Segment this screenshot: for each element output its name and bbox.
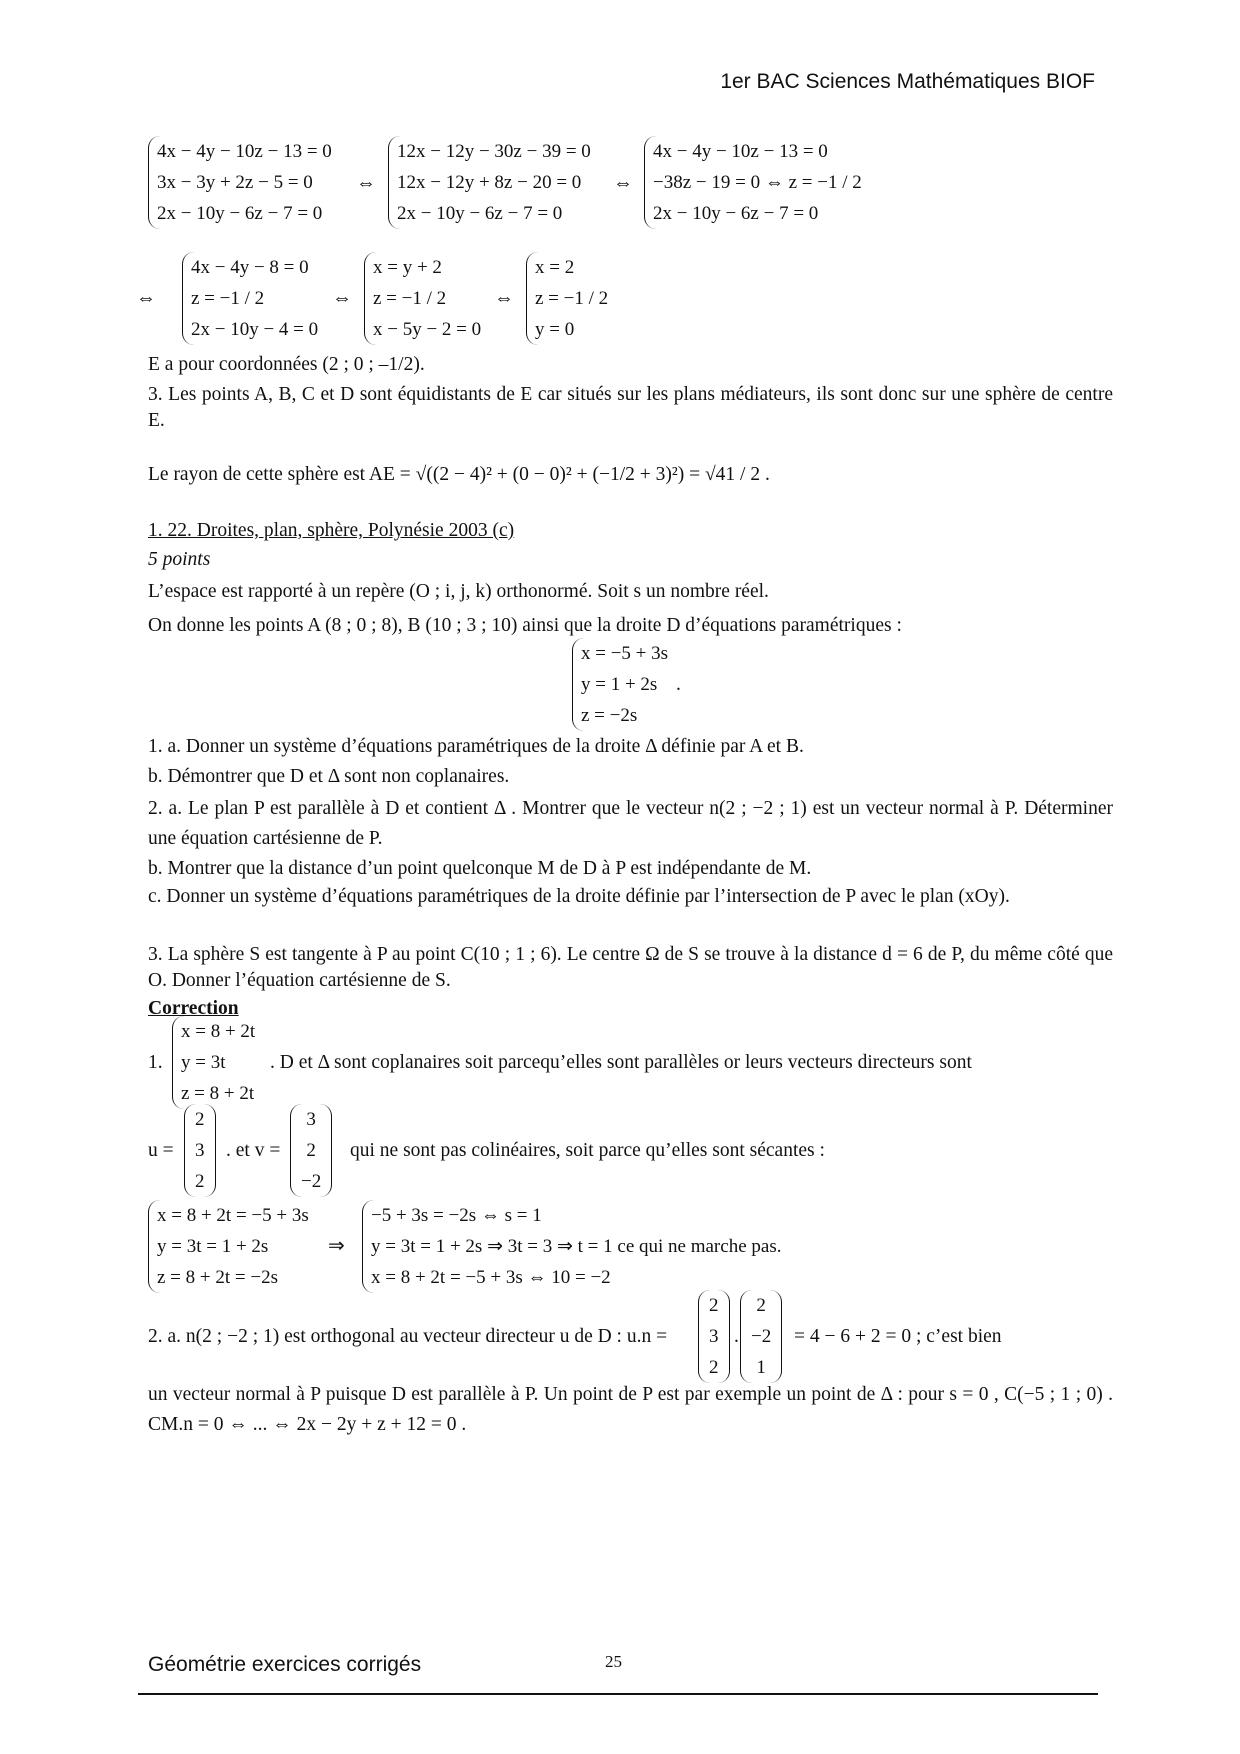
vector-entry: 3 — [709, 1326, 719, 1347]
system-delta — [172, 1016, 255, 1109]
vector-u-col — [698, 1290, 730, 1383]
punctuation: . — [676, 674, 681, 695]
uv-text: qui ne sont pas colinéaires, soit parce qu’elles sont sécantes : — [350, 1140, 825, 1161]
equation: y = 3t = 1 + 2s ⇒ 3t = 3 ⇒ t = 1 ce qui ne marche pas. — [371, 1236, 782, 1257]
equation: 12x − 12y − 30z − 39 = 0 — [397, 141, 591, 162]
paragraph-espace: L’espace est rapporté à un repère (O ; i, j, k) orthonormé. Soit s un nombre réel. — [148, 581, 769, 602]
vector-entry: −2 — [301, 1171, 322, 1192]
correction-2a-start: 2. a. n(2 ; −2 ; 1) est orthogonal au vecteur directeur u de D : u.n = — [148, 1326, 668, 1347]
equation: −5 + 3s = −2s ⇔ s = 1 — [371, 1205, 542, 1226]
implies-symbol: ⇒ — [328, 1235, 345, 1257]
vector-entry: 3 — [306, 1109, 316, 1130]
equation: z = −2s — [581, 705, 638, 726]
equation: y = 3t = 1 + 2s — [157, 1236, 269, 1257]
vector-v-label: . et v = — [226, 1140, 281, 1161]
vector-entry: −2 — [751, 1326, 772, 1347]
system-line-D — [572, 638, 668, 731]
equation: 12x − 12y + 8z − 20 = 0 — [397, 172, 582, 193]
equation: 2x − 10y − 6z − 7 = 0 — [653, 203, 819, 224]
correction-2a-next: un vecteur normal à P puisque D est parallèle à P. Un point de P est par exemple un point de Δ : pour s = 0 , C(−5 ; 1 ; 0) . CM.n = 0 ⇔ ... ⇔ 2x − 2y + z + 12 = 0 . — [148, 1384, 1113, 1435]
system-2 — [388, 136, 591, 229]
equation: y = 1 + 2s — [581, 674, 658, 695]
vector-u-label: u = — [148, 1140, 174, 1161]
radius-formula: Le rayon de cette sphère est AE = √((2 − 4)² + (0 − 0)² + (−1/2 + 3)²) = √41 / 2 . — [148, 464, 770, 485]
equation: x = 2 — [535, 257, 575, 278]
system-3 — [644, 136, 862, 229]
footer-divider — [138, 1693, 1098, 1695]
equation: 3x − 3y + 2z − 5 = 0 — [157, 172, 313, 193]
vector-entry: 2 — [709, 1295, 719, 1316]
equiv-symbol: ⇔ — [136, 287, 156, 309]
equiv-symbol: ⇔ — [356, 172, 376, 194]
question-2b: b. Montrer que la distance d’un point quelconque M de D à P est indépendante de M. — [148, 858, 812, 879]
question-1b: b. Démontrer que D et Δ sont non coplanaires. — [148, 766, 510, 787]
equation: y = 0 — [535, 319, 575, 340]
vector-entry: 3 — [195, 1140, 205, 1161]
vector-entry: 2 — [306, 1140, 316, 1161]
section-title: 1. 22. Droites, plan, sphère, Polynésie 2003 (c) — [148, 520, 515, 541]
vector-entry: 2 — [195, 1171, 205, 1192]
vector-u — [184, 1104, 216, 1197]
paragraph-donne: On donne les points A (8 ; 0 ; 8), B (10 ; 3 ; 10) ainsi que la droite D d’équations paramétriques : — [148, 615, 902, 636]
vector-entry: 1 — [756, 1357, 766, 1378]
question-3: 3. La sphère S est tangente à P au point C(10 ; 1 ; 6). Le centre Ω de S se trouve à la distance d = 6 de P, du même côté que O. Donner l’équation cartésienne de S. — [148, 944, 1113, 991]
paragraph-point3: 3. Les points A, B, C et D sont équidistants de E car situés sur les plans médiateurs, ils sont donc sur une sphère de centre E. — [148, 384, 1113, 431]
correction-1-label: 1. — [148, 1052, 163, 1073]
equation: z = −1 / 2 — [191, 288, 265, 309]
equiv-symbol: ⇔ — [332, 287, 352, 309]
correction-1-text: . D et Δ sont coplanaires soit parcequ’elles sont parallèles or leurs vecteurs directeurs sont — [270, 1052, 972, 1073]
equation: 4x − 4y − 10z − 13 = 0 — [653, 141, 828, 162]
vector-v — [290, 1104, 332, 1197]
correction-2a-end: = 4 − 6 + 2 = 0 ; c’est bien — [794, 1326, 1002, 1347]
page-number: 25 — [605, 1652, 622, 1671]
system-6 — [526, 252, 608, 345]
equation: x − 5y − 2 = 0 — [373, 319, 482, 340]
points-label: 5 points — [148, 549, 211, 570]
system-secant-1 — [148, 1200, 309, 1293]
equation: z = −1 / 2 — [535, 288, 609, 309]
equation: x = y + 2 — [373, 257, 442, 278]
equation: 4x − 4y − 8 = 0 — [191, 257, 309, 278]
correction-heading: Correction — [148, 998, 239, 1019]
equation: z = 8 + 2t = −2s — [157, 1267, 278, 1288]
question-2c: c. Donner un système d’équations paramétriques de la droite définie par l’intersection de P avec le plan (xOy). — [148, 886, 1010, 907]
equation: 2x − 10y − 6z − 7 = 0 — [157, 203, 323, 224]
equation: 4x − 4y − 10z − 13 = 0 — [157, 141, 332, 162]
vector-entry: 2 — [195, 1109, 205, 1130]
equation: z = −1 / 2 — [373, 288, 447, 309]
page-header: 1er BAC Sciences Mathématiques BIOF — [720, 70, 1095, 93]
equation: x = −5 + 3s — [581, 643, 669, 664]
dot-product-sign: . — [734, 1326, 739, 1347]
equation: x = 8 + 2t — [181, 1021, 256, 1042]
equation: x = 8 + 2t = −5 + 3s — [157, 1205, 309, 1226]
equation: 2x − 10y − 4 = 0 — [191, 319, 319, 340]
equiv-symbol: ⇔ — [613, 172, 633, 194]
vector-n-col — [740, 1290, 782, 1383]
question-1a: 1. a. Donner un système d’équations paramétriques de la droite Δ définie par A et B. — [148, 736, 804, 757]
system-secant-2 — [362, 1200, 781, 1293]
equation: −38z − 19 = 0 ⇔ z = −1 / 2 — [653, 172, 862, 193]
system-1 — [148, 136, 332, 229]
vector-entry: 2 — [709, 1357, 719, 1378]
vector-entry: 2 — [756, 1295, 766, 1316]
system-5 — [364, 252, 481, 345]
equation: 2x − 10y − 6z − 7 = 0 — [397, 203, 563, 224]
system-4 — [182, 252, 318, 345]
equation: y = 3t — [181, 1052, 226, 1073]
equiv-symbol: ⇔ — [494, 287, 514, 309]
equation: x = 8 + 2t = −5 + 3s ⇔ 10 = −2 — [371, 1267, 611, 1288]
e-coordinates: E a pour coordonnées (2 ; 0 ; –1/2). — [148, 354, 425, 375]
question-2a: 2. a. Le plan P est parallèle à D et contient Δ . Montrer que le vecteur n(2 ; −2 ; 1) est un vecteur normal à P. Déterminer une équation cartésienne de P. — [148, 798, 1113, 849]
footer-title: Géométrie exercices corrigés — [148, 1653, 422, 1676]
equation: z = 8 + 2t — [181, 1083, 255, 1104]
